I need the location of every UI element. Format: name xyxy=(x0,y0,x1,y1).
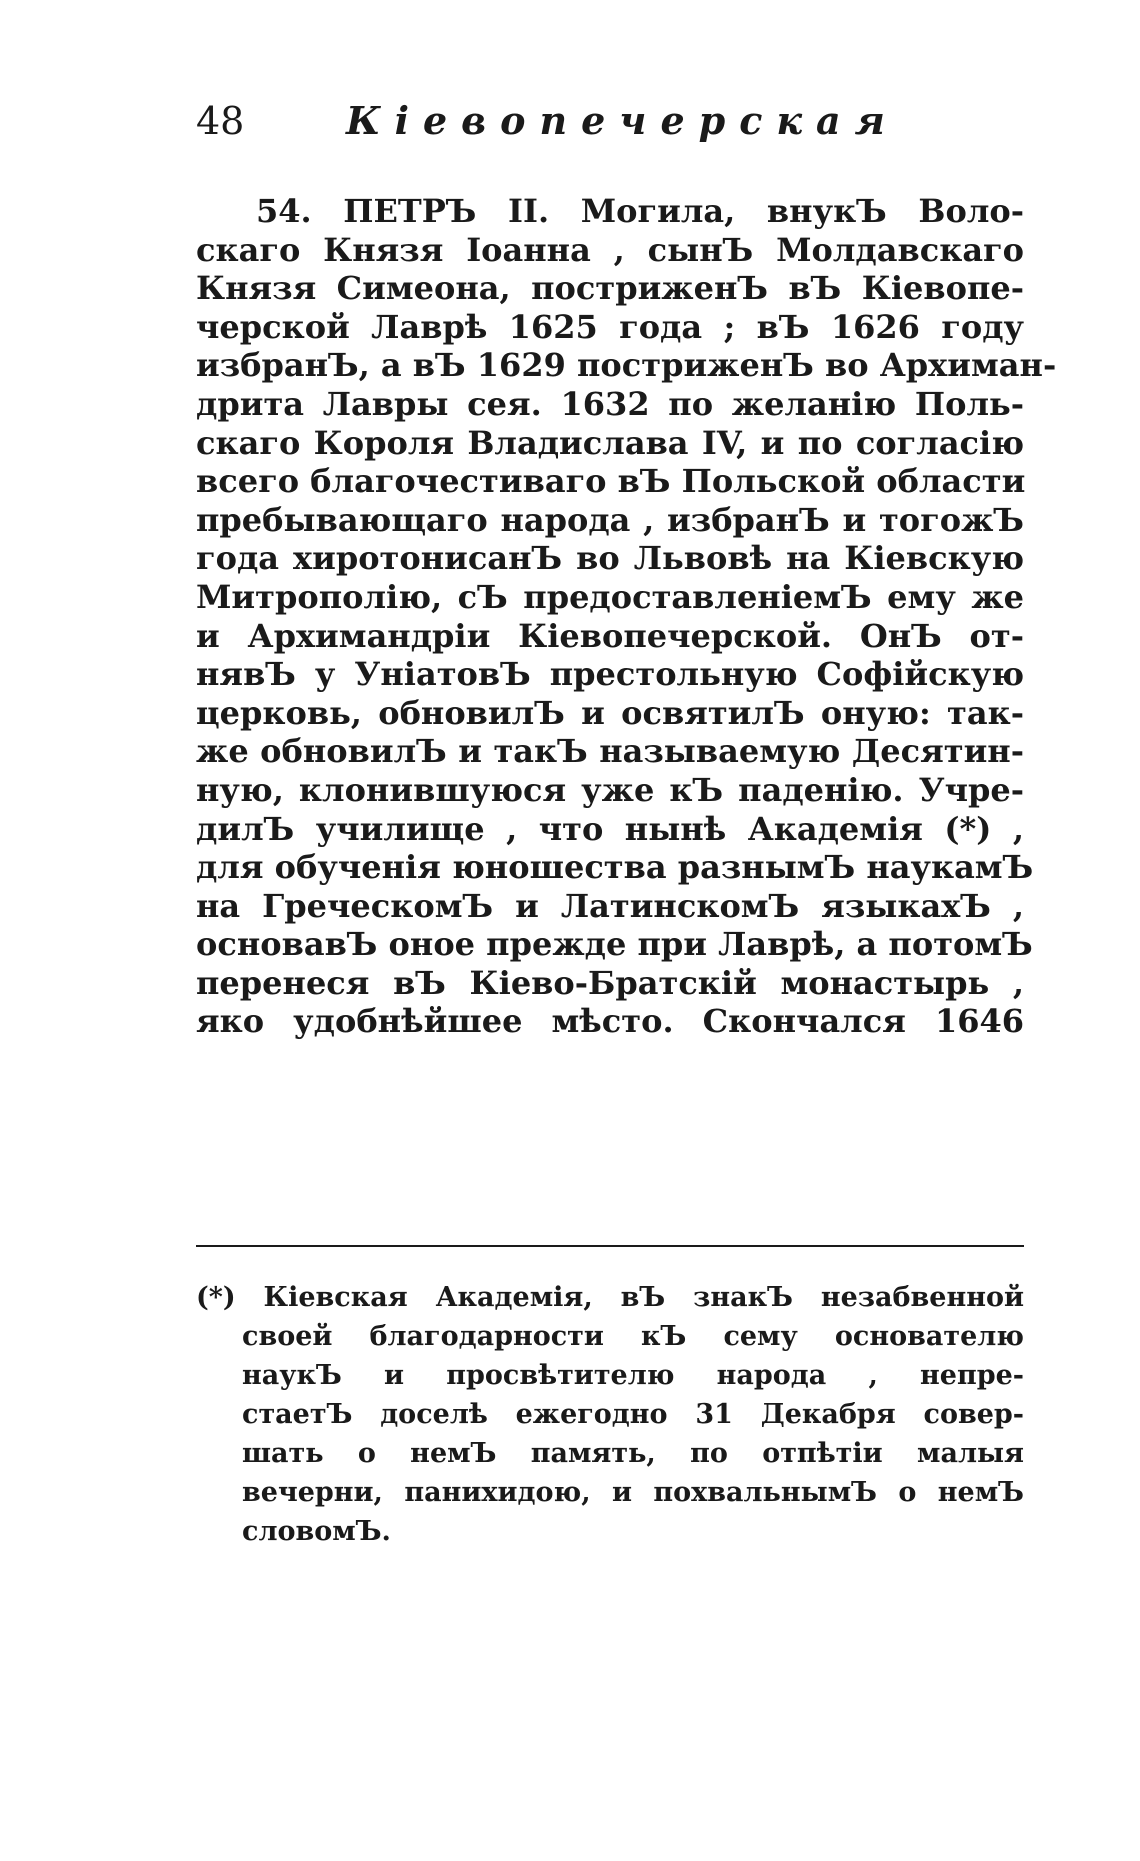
running-title: Кіевопечерская xyxy=(346,98,899,143)
text-line: яко удобнѣйшее мѣсто. Скончался 1646 xyxy=(196,1002,1024,1041)
text-line: дрита Лавры сея. 1632 по желанію Поль- xyxy=(196,384,1024,423)
text-line: перенеся вЪ Кіево-Братскій монастырь , xyxy=(196,963,1024,1002)
text-line: ную, клонившуюся уже кЪ паденію. Учре- xyxy=(196,770,1024,809)
main-text-block xyxy=(196,192,1057,1041)
text-line: всего благочестиваго вЪ Польской области xyxy=(196,462,1026,501)
text-line: Митрополію, сЪ предоставленіемЪ ему же xyxy=(196,577,1024,616)
footnote-line: шать о немЪ память, по отпѣтіи малыя xyxy=(242,1438,1024,1469)
text-line: Князя Симеона, постриженЪ вЪ Кіевопе- xyxy=(196,269,1024,308)
text-line: скаго Князя Іоанна , сынЪ Молдавскаго xyxy=(196,230,1024,269)
text-line: нявЪ у УніатовЪ престольную Софійскую xyxy=(196,655,1024,694)
text-line: года хиротонисанЪ во Львовѣ на Кіевскую xyxy=(196,539,1024,578)
text-line: избранЪ, а вЪ 1629 постриженЪ во Архиман- xyxy=(196,346,1057,385)
footnote-line: наукЪ и просвѣтителю народа , непре- xyxy=(242,1360,1024,1391)
text-line: пребывающаго народа , избранЪ и тогожЪ xyxy=(196,500,1024,539)
text-line: скаго Короля Владислава IV, и по согласію xyxy=(196,423,1024,462)
footnote-line: (*) Кіевская Академія, вЪ знакЪ незабвенной xyxy=(196,1282,1024,1313)
text-line: черской Лаврѣ 1625 года ; вЪ 1626 году xyxy=(196,307,1024,346)
footnote-line: своей благодарности кЪ сему основателю xyxy=(242,1321,1024,1352)
text-line: церковь, обновилЪ и освятилЪ оную: так- xyxy=(196,693,1024,732)
footnote-line: вечерни, панихидою, и похвальнымЪ о немЪ xyxy=(242,1477,1024,1508)
text-line: на ГреческомЪ и ЛатинскомЪ языкахЪ , xyxy=(196,886,1024,925)
text-line: 54. ПЕТРЪ II. Могила, внукЪ Воло- xyxy=(256,192,1024,230)
text-line: и Архимандріи Кіевопечерской. ОнЪ от- xyxy=(196,616,1024,655)
footnote-line: словомЪ. xyxy=(242,1516,391,1547)
footnote-block xyxy=(196,1278,1024,1551)
text-line: дилЪ училище , что нынѣ Академія (*) , xyxy=(196,809,1024,848)
page-header xyxy=(196,96,996,156)
text-line: же обновилЪ и такЪ называемую Десятин- xyxy=(196,732,1024,771)
footnote-separator-rule xyxy=(196,1245,1024,1247)
text-line: для обученія юношества разнымЪ наукамЪ xyxy=(196,848,1034,887)
page-number: 48 xyxy=(196,99,245,143)
text-line: основавЪ оное прежде при Лаврѣ, а потомЪ xyxy=(196,925,1033,964)
footnote-line: стаетЪ доселѣ ежегодно 31 Декабря совер- xyxy=(242,1399,1024,1430)
